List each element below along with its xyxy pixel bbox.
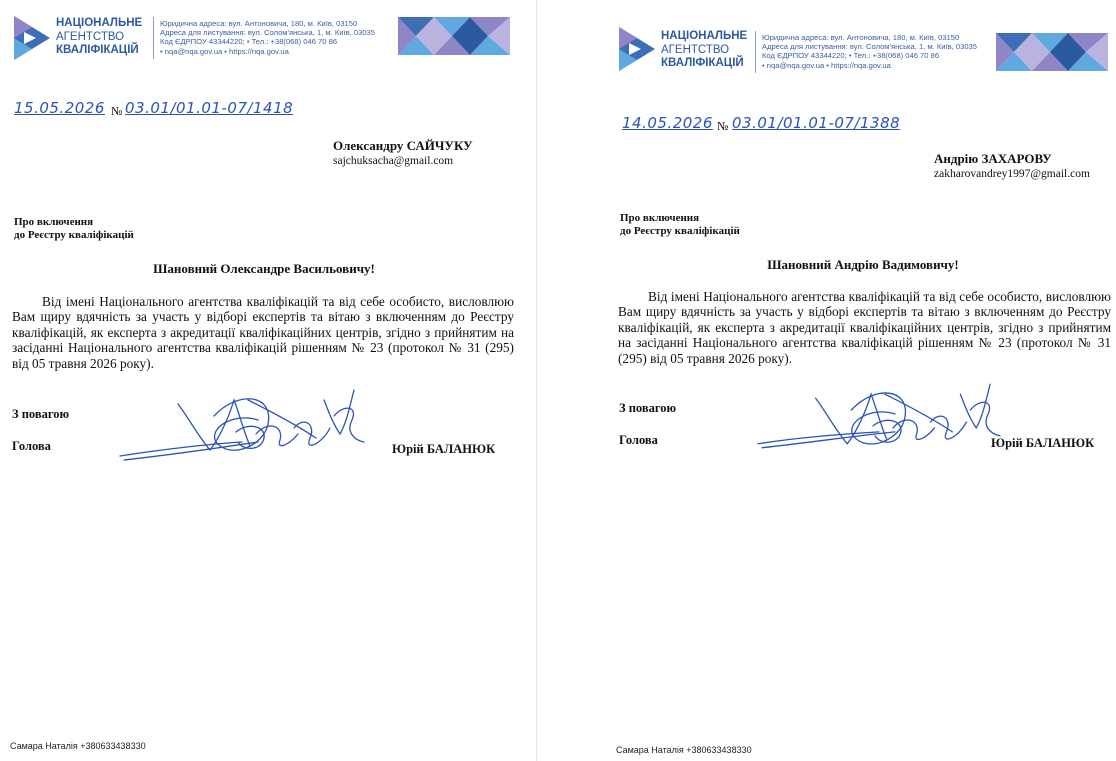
letter-subject [620, 212, 740, 238]
letter-footer: Самара Наталія +380633438330 [10, 741, 146, 751]
triangle-pattern-icon [398, 17, 510, 55]
triangle-pattern-icon [996, 33, 1108, 71]
recipient-name: Олександру САЙЧУКУ [333, 138, 473, 153]
address-line1: Юридична адреса: вул. Антоновича, 180, м. Київ, 03150 [160, 19, 358, 28]
greeting: Шановний Андрію Вадимовичу! [767, 257, 959, 272]
signer-position: Голова [619, 433, 658, 447]
header-divider [755, 31, 756, 73]
letter-body-text: Від імені Національного агентства кваліфікацій та від себе особисто, висловлюю Вам щиру вдячність за участь у відборі експертів та вітаю з включенням до Реєстру кваліфікацій, як експерта з акредитації кваліфікаційних центрів, згідно з прийнятим на засіданні Національного агентства кваліфікацій рішенням № 23 (протокол № 31 (295) від 05 травня 2026 року). [12, 294, 514, 371]
closing-regards: З повагою [12, 407, 70, 421]
address-line3: Код ЄДРПОУ 43344220; • Тел.: +38(068) 046 70 86 [160, 37, 338, 47]
address-line2: Адреса для листування: вул. Солом'янська, 1, м. Київ, 03035 [160, 28, 375, 38]
page-separator [536, 0, 537, 761]
letter-body [618, 289, 1111, 366]
org-name-line1: НАЦІОНАЛЬНЕ [56, 17, 143, 29]
signer-name: Юрій БАЛАНЮК [392, 442, 496, 456]
recipient-email: zakharovandrey1997@gmail.com [934, 168, 1090, 180]
subject-line2: до Реєстру кваліфікацій [14, 229, 134, 241]
signer-position: Голова [12, 439, 51, 453]
address-line4: • nqa@nqa.gov.ua • https://nqa.gov.ua [762, 60, 891, 70]
signature-icon [118, 380, 368, 466]
org-name [56, 17, 142, 58]
closing-regards: З повагою [619, 401, 677, 415]
letter-page-right [598, 0, 1116, 761]
header-address [762, 33, 977, 70]
nqa-logo-icon [617, 25, 657, 73]
org-name-line3: КВАЛІФІКАЦІЙ [56, 44, 139, 56]
signature-icon [756, 374, 1004, 460]
address-line1: Юридична адреса: вул. Антоновича, 180, м. Київ, 03150 [762, 33, 960, 42]
header-divider [153, 17, 154, 59]
letter-body-text: Від імені Національного агентства кваліфікацій та від себе особисто, висловлюю Вам щиру вдячність за участь у відборі експертів та вітаю з включенням до Реєстру кваліфікацій, як експерта з акредитації кваліфікаційних центрів, згідно з прийнятим на засіданні Національного агентства кваліфікацій рішенням № 23 (протокол № 31 (295) від 05 травня 2026 року). [618, 289, 1111, 366]
recipient-name: Андрію ЗАХАРОВУ [934, 151, 1052, 166]
outgoing-date: 15.05.2026 [14, 99, 105, 117]
subject-line2: до Реєстру кваліфікацій [620, 225, 740, 237]
address-line3: Код ЄДРПОУ 43344220; • Тел.: +38(068) 046 70 86 [762, 51, 940, 61]
subject-line1: Про включення [620, 212, 700, 224]
letter-page-left [0, 0, 532, 761]
letter-body [12, 294, 514, 371]
org-name [661, 30, 747, 71]
number-symbol: № [111, 104, 123, 118]
letter-subject [14, 216, 134, 242]
number-symbol: № [717, 119, 729, 133]
outgoing-date: 14.05.2026 [622, 114, 713, 132]
address-line4: • nqa@nqa.gov.ua • https://nqa.gov.ua [160, 46, 289, 56]
org-name-line2: АГЕНТСТВО [56, 30, 125, 43]
org-name-line2: АГЕНТСТВО [661, 43, 730, 56]
subject-line1: Про включення [14, 216, 94, 228]
outgoing-number: 03.01/01.01-07/1418 [125, 99, 294, 117]
header-address [160, 19, 375, 56]
outgoing-number: 03.01/01.01-07/1388 [732, 114, 901, 132]
nqa-logo-icon [12, 14, 52, 62]
org-name-line1: НАЦІОНАЛЬНЕ [661, 30, 748, 42]
letter-footer: Самара Наталія +380633438330 [616, 745, 752, 755]
org-name-line3: КВАЛІФІКАЦІЙ [661, 57, 744, 69]
address-line2: Адреса для листування: вул. Солом'янська, 1, м. Київ, 03035 [762, 42, 977, 52]
signer-name: Юрій БАЛАНЮК [991, 436, 1095, 450]
greeting: Шановний Олександре Васильовичу! [153, 261, 375, 276]
recipient-email: sajchuksacha@gmail.com [333, 155, 454, 167]
